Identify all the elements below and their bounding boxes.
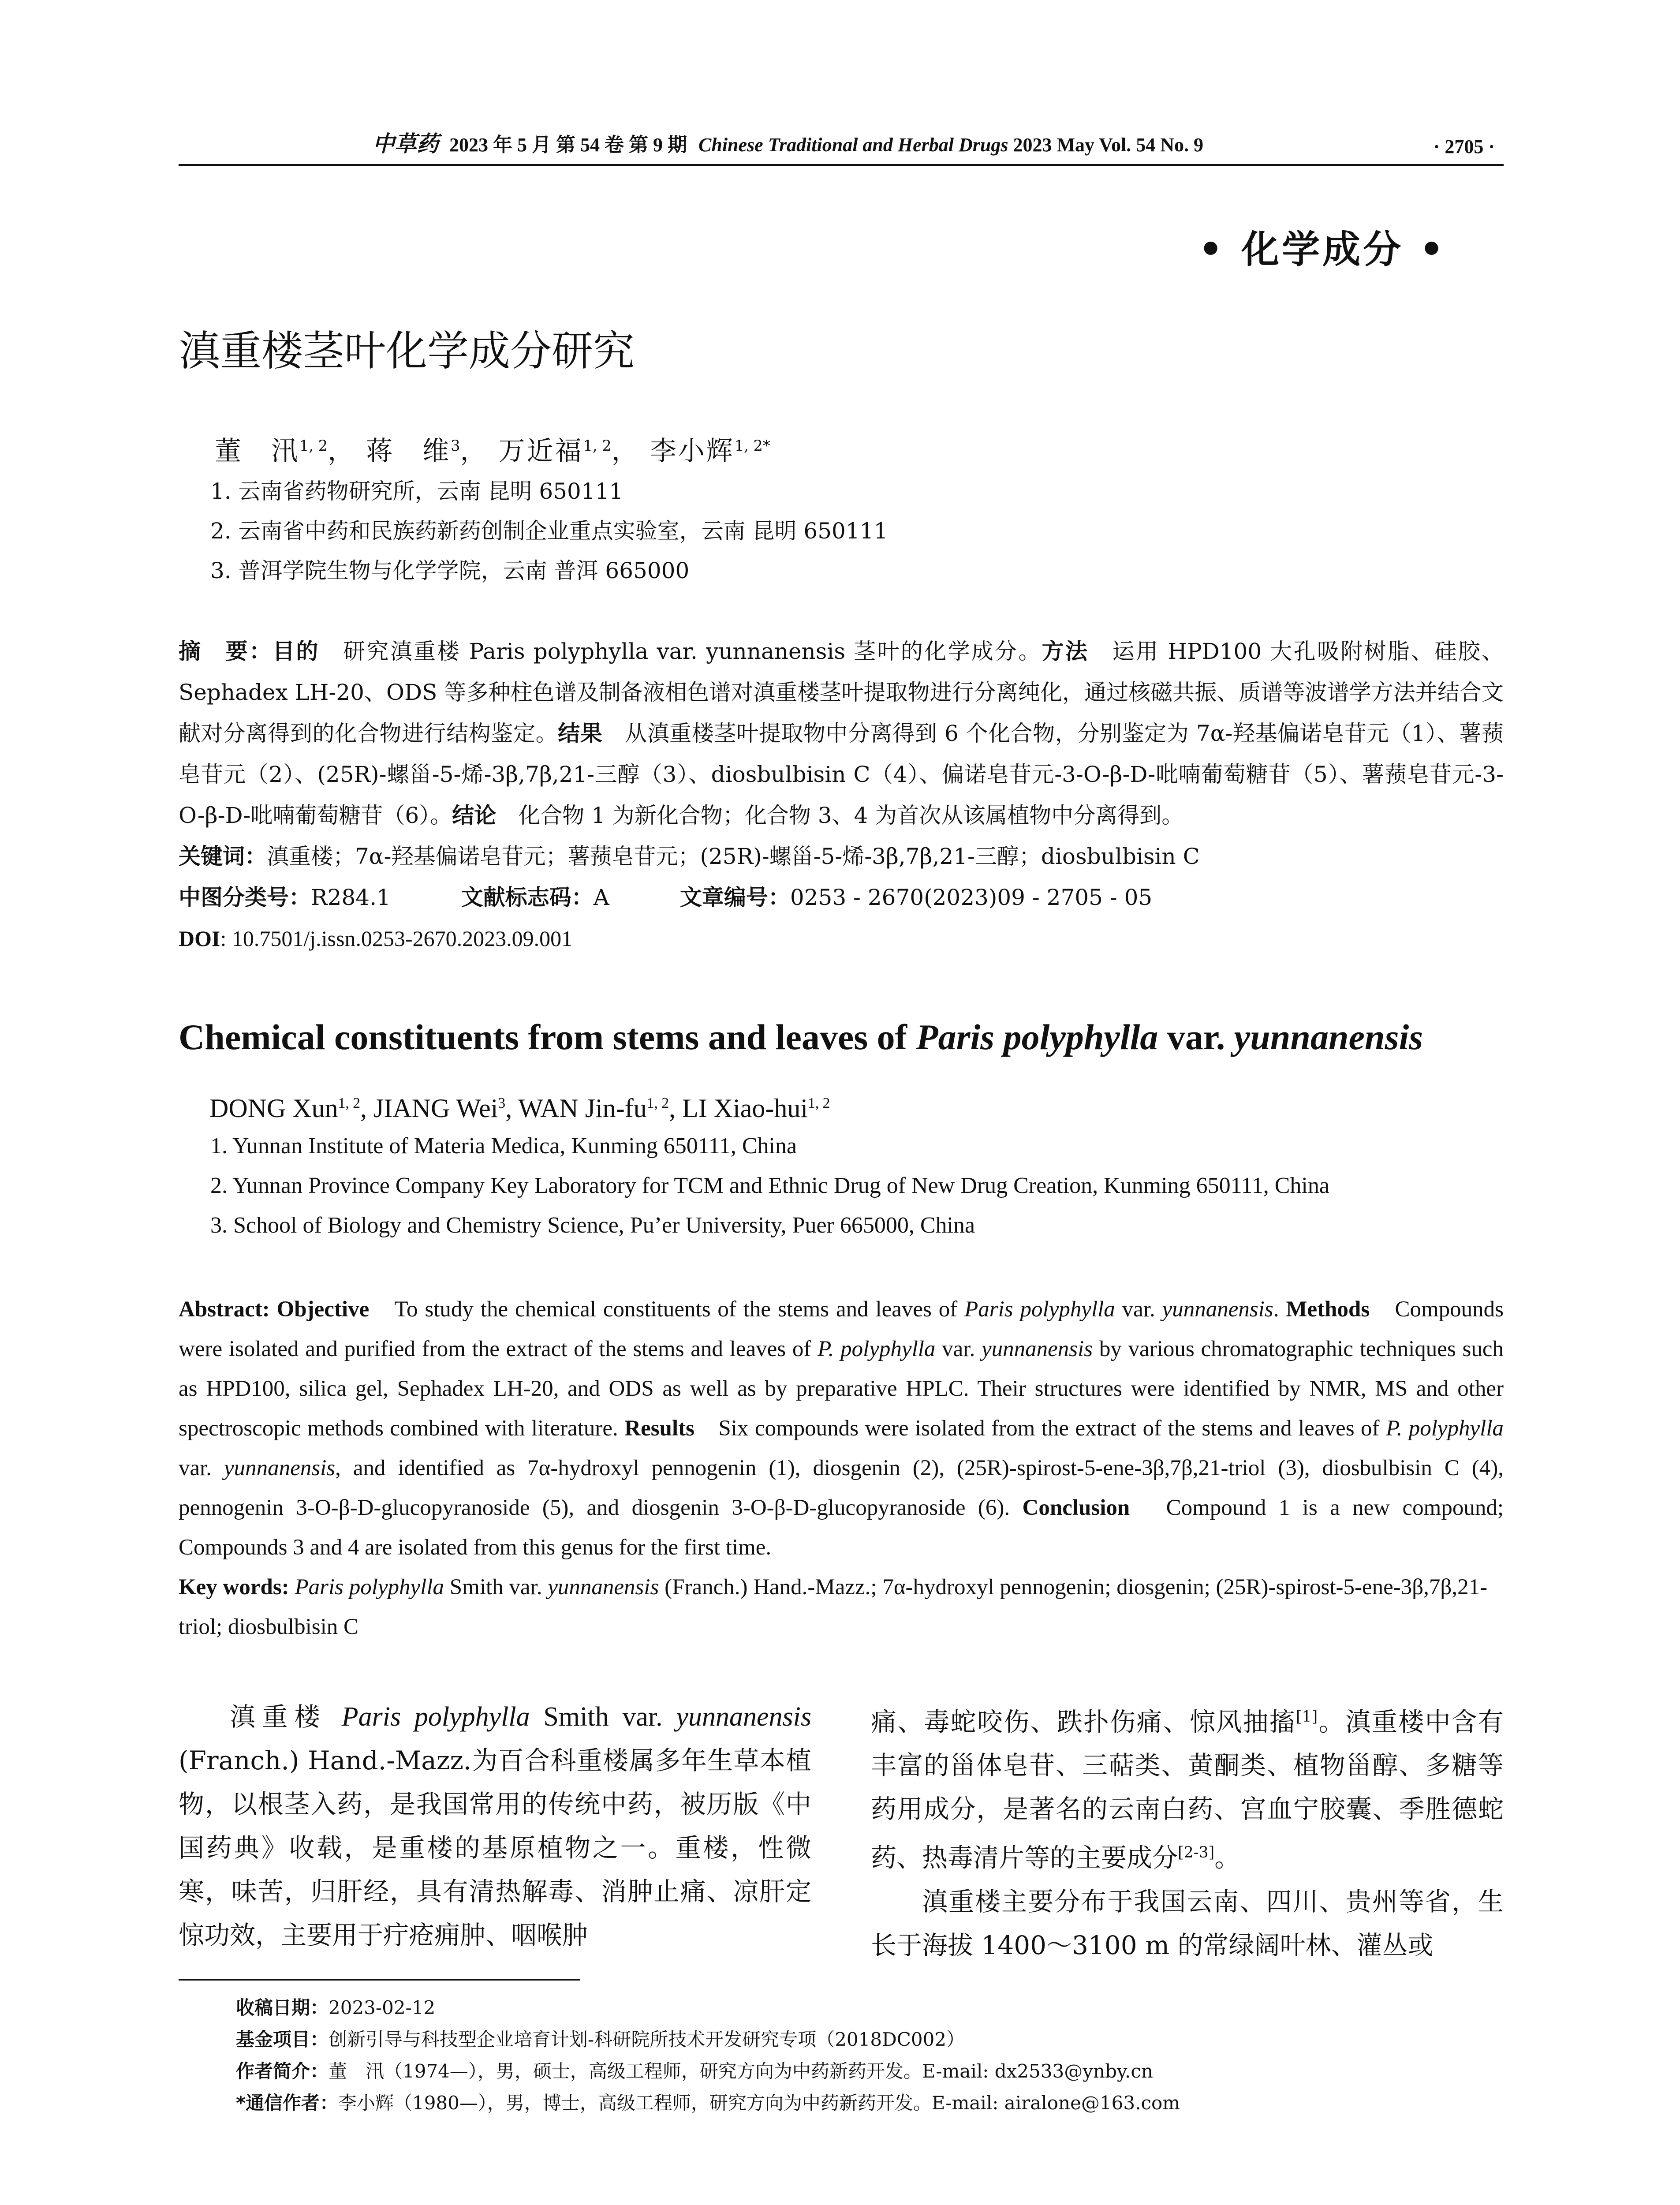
keywords-en: Key words: Paris polyphylla Smith var. yunnanensis (Franch.) Hand.-Mazz.; 7α-hydroxyl pennogenin; diosgenin; (25R)-spirost-5-ene-3β,7β,21-triol; diosbulbisin C: [179, 1575, 1488, 1639]
author-en: WAN Jin-fu: [518, 1094, 647, 1123]
section-label: • 化学成分 •: [1198, 228, 1446, 272]
footnote: 作者简介：董 汛（1974—），男，硕士，高级工程师，研究方向为中药新药开发。E-mail: dx2533@ynby.cn: [236, 2060, 1153, 2082]
issue-en-tail: 2023 May Vol. 54 No. 9: [1013, 134, 1203, 156]
affiliation-cn: 2. 云南省中药和民族药新药创制企业重点实验室，云南 昆明 650111: [210, 518, 888, 544]
body-column-left: [179, 1695, 811, 1981]
title-cn: 滇重楼茎叶化学成分研究: [179, 327, 635, 375]
abstract-en: Abstract: Objective To study the chemical constituents of the stems and leaves of Paris polyphylla var. yunnanensis. Methods Compounds were isolated and purified from the extract of the stems and leaves of P. polyphylla var. yunnanensis by various chromatographic techniques such as HPD100, silica gel, Sephadex LH-20, and ODS as well as by preparative HPLC. Their structures were identified by NMR, MS and other spectroscopic methods combined with literature. Results Six compounds were isolated from the extract of the stems and leaves of P. polyphylla var. yunnanensis, and identified as 7α-hydroxyl pennogenin (1), diosgenin (2), (25R)-spirost-5-ene-3β,7β,21-triol (3), diosbulbisin C (4), pennogenin 3-O-β-D-glucopyranoside (5), and diosgenin 3-O-β-D-glucopyranoside (6). Conclusion Compound 1 is a new compound; Compounds 3 and 4 are isolated from this genus for the first time.: [179, 1297, 1504, 1560]
footnote-divider: [179, 1979, 580, 1981]
footnote: 基金项目：创新引导与科技型企业培育计划-科研院所技术开发研究专项（2018DC002）: [236, 2029, 965, 2050]
author-en: JIANG Wei: [373, 1094, 498, 1123]
body-column-right: [871, 1695, 1504, 1981]
page-number: · 2705 ·: [1433, 136, 1495, 157]
affiliations-en: [210, 1126, 1504, 1245]
authors-en: DONG Xun$^{1, 2}$, JIANG Wei$^3$, WAN Jin-fu$^{1, 2}$, LI Xiao-hui$^{1, 2}$: [209, 1094, 830, 1123]
body-columns: [179, 1695, 1504, 1981]
body-paragraph: 滇重楼主要分布于我国云南、四川、贵州等省，生长于海拔 1400～3100 m 的常绿阔叶林、灌丛或: [871, 1886, 1504, 1960]
affiliation-en: 3. School of Biology and Chemistry Science, Pu’er University, Puer 665000, China: [210, 1213, 975, 1238]
doi-line: DOI: 10.7501/j.issn.0253-2670.2023.09.001: [179, 926, 573, 951]
issue-cn: 2023 年 5 月 第 54 卷 第 9 期: [449, 134, 687, 156]
author-cn: 万近福: [498, 436, 583, 467]
author-cn: 李小辉: [650, 436, 735, 467]
classification-line: 中图分类号：R284.1 文献标志码：A 文章编号：0253 - 2670(2023)09 - 2705 - 05: [179, 885, 1153, 910]
journal-logo: 中草药: [373, 131, 439, 157]
author-en: LI Xiao-hui: [682, 1094, 808, 1123]
author-cn: 董 汛: [215, 436, 299, 467]
affiliation-cn: 3. 普洱学院生物与化学学院，云南 普洱 665000: [210, 558, 690, 583]
author-en: DONG Xun: [209, 1094, 338, 1123]
keywords-cn: 关键词：滇重楼；7α-羟基偏诺皂苷元；薯蓣皂苷元；(25R)-螺甾-5-烯-3β,7β,21-三醇；diosbulbisin C: [179, 844, 1200, 869]
citation-link[interactable]: [1]: [1295, 1708, 1318, 1726]
footnote: 收稿日期：2023-02-12: [236, 1997, 436, 2018]
body-paragraph: 痛、毒蛇咬伤、跌扑伤痛、惊风抽搐[1]。滇重楼中含有丰富的甾体皂苷、三萜类、黄酮类、植物甾醇、多糖等药用成分，是著名的云南白药、宫血宁胶囊、季胜德蛇药、热毒清片等的主要成分[2-3]。: [871, 1707, 1504, 1873]
footnote: *通信作者：李小辉（1980—），男，博士，高级工程师，研究方向为中药新药开发。E-mail: airalone@163.com: [236, 2092, 1180, 2114]
authors-cn: 董 汛$^{1, 2}$， 蒋 维$^3$， 万近福$^{1, 2}$， 李小辉$^{1, 2*}$: [215, 436, 770, 467]
issue-en: Chinese Traditional and Herbal Drugs: [698, 134, 1008, 156]
title-en: Chemical constituents from stems and leaves of Paris polyphylla var. yunnanensis: [179, 1017, 1423, 1057]
citation-link[interactable]: [2-3]: [1178, 1844, 1215, 1862]
footnotes: [236, 1992, 1504, 2119]
body-paragraph: 滇重楼 Paris polyphylla Smith var. yunnanensis (Franch.) Hand.-Mazz.为百合科重楼属多年生草本植物，以根茎入药，是我国常用的传统中药，被历版《中国药典》收载，是重楼的基原植物之一。重楼，性微寒，味苦，归肝经，具有清热解毒、消肿止痛、凉肝定惊功效，主要用于疔疮痈肿、咽喉肿: [179, 1702, 811, 1950]
running-header: [179, 132, 1504, 166]
affiliation-en: 2. Yunnan Province Company Key Laboratory for TCM and Ethnic Drug of New Drug Creation, Kunming 650111, China: [210, 1173, 1329, 1198]
affiliation-en: 1. Yunnan Institute of Materia Medica, Kunming 650111, China: [210, 1133, 797, 1159]
affiliation-cn: 1. 云南省药物研究所，云南 昆明 650111: [210, 478, 623, 504]
affiliations-cn: [210, 471, 1504, 590]
abstract-cn: 摘 要：目的 研究滇重楼 Paris polyphylla var. yunnanensis 茎叶的化学成分。方法 运用 HPD100 大孔吸附树脂、硅胶、Sephadex LH-20、ODS 等多种柱色谱及制备液相色谱对滇重楼茎叶提取物进行分离纯化，通过核磁共振、质谱等波谱学方法并结合文献对分离得到的化合物进行结构鉴定。结果 从滇重楼茎叶提取物中分离得到 6 个化合物，分别鉴定为 7α-羟基偏诺皂苷元（1）、薯蓣皂苷元（2）、(25R)-螺甾-5-烯-3β,7β,21-三醇（3）、diosbulbisin C（4）、偏诺皂苷元-3-O-β-D-吡喃葡萄糖苷（5）、薯蓣皂苷元-3-O-β-D-吡喃葡萄糖苷（6）。结论 化合物 1 为新化合物；化合物 3、4 为首次从该属植物中分离得到。 关键词：滇重楼；7α-羟基偏诺皂苷元；薯蓣皂苷元；(25R)-螺甾-5-烯-3β,7β,21-三醇；diosbulbisin C: [179, 631, 1504, 877]
author-cn: 蒋 维: [366, 436, 451, 467]
